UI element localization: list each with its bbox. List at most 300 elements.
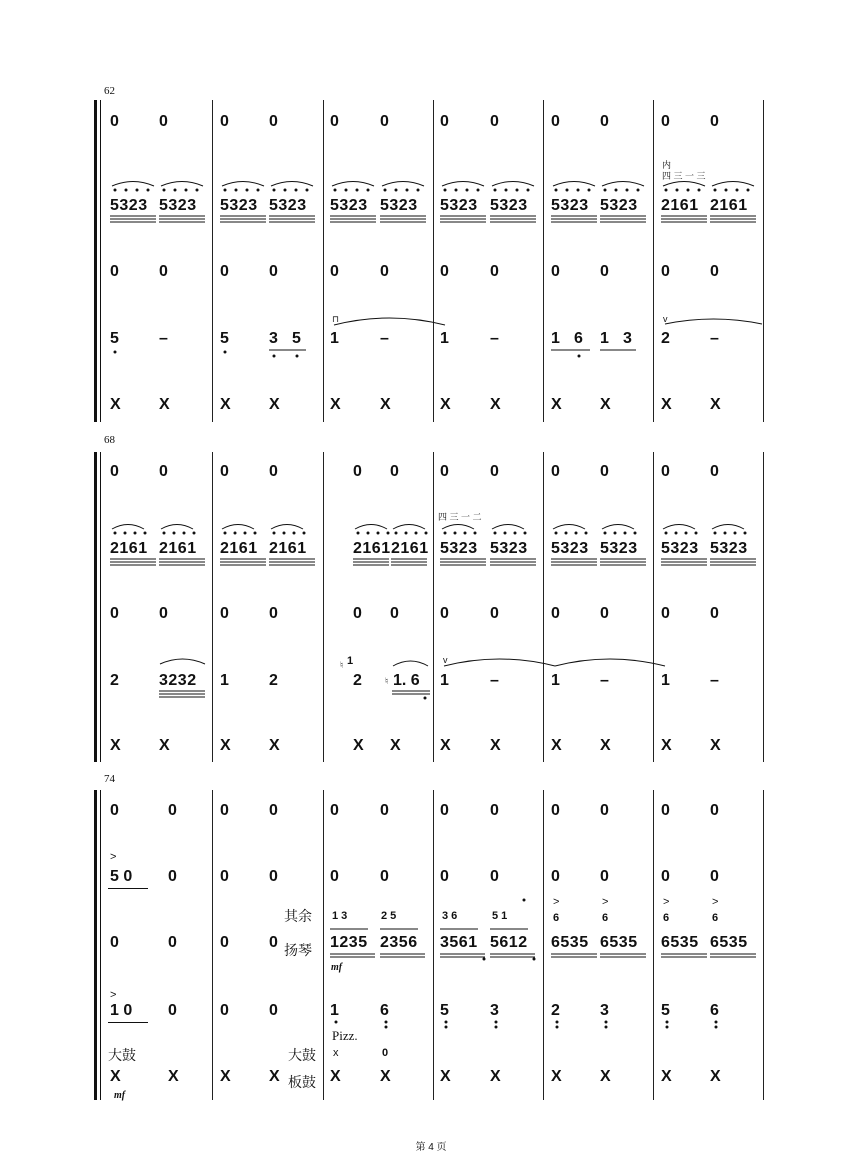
note: –: [490, 672, 499, 689]
note: 0: [490, 868, 499, 885]
note: 0: [440, 802, 449, 819]
note: 0: [661, 868, 670, 885]
sixteenth-figure: 5323: [551, 197, 589, 214]
chord-note: 2 5: [381, 910, 397, 922]
note: 0: [269, 868, 278, 885]
octave-dot: [173, 532, 176, 535]
chord-note: 6: [602, 912, 609, 924]
percussion-hit: X: [159, 737, 170, 754]
note: 0: [330, 802, 339, 819]
note: 0: [661, 802, 670, 819]
octave-dot: [665, 532, 668, 535]
natural-sign-icon: ♮: [340, 660, 344, 670]
note: 5: [661, 1002, 670, 1019]
note: 0: [710, 113, 719, 130]
chord-note: 5 1: [492, 910, 508, 922]
note: 5: [440, 1002, 449, 1019]
octave-dot: [695, 532, 698, 535]
note: 0: [269, 605, 278, 622]
note: 1: [220, 672, 229, 689]
barline: [433, 790, 434, 1100]
note: 0: [710, 868, 719, 885]
note: 0: [490, 605, 499, 622]
octave-dot: [555, 189, 558, 192]
note: 0: [380, 802, 389, 819]
percussion-hit: X: [600, 1068, 611, 1085]
note: 1: [440, 672, 449, 689]
octave-dot: [144, 532, 147, 535]
barline: [653, 100, 654, 422]
percussion-hit: X: [551, 396, 562, 413]
octave-dot: [114, 532, 117, 535]
percussion-hit: X: [551, 1068, 562, 1085]
note: 3: [600, 1002, 609, 1019]
percussion-hit: X: [440, 396, 451, 413]
octave-dot: [734, 532, 737, 535]
octave-dot: [445, 1026, 448, 1029]
percussion-hit: X: [110, 396, 121, 413]
octave-dot: [444, 532, 447, 535]
low-octave-dot: [533, 958, 536, 961]
octave-dot: [405, 532, 408, 535]
low-octave-dot: [114, 351, 117, 354]
low-octave-dot: [483, 958, 486, 961]
sixteenth-figure: 5323: [490, 197, 528, 214]
sixteenth-figure: 2356: [380, 934, 418, 951]
octave-dot: [474, 532, 477, 535]
slur: [271, 525, 303, 530]
note: 0: [551, 463, 560, 480]
sixteenth-figure: 5323: [110, 197, 148, 214]
octave-dot: [444, 189, 447, 192]
sixteenth-figure: 3232: [159, 672, 197, 689]
instrument-label: 扬琴: [284, 943, 312, 959]
slur: [492, 182, 534, 187]
note: –: [600, 672, 609, 689]
octave-dot: [714, 189, 717, 192]
note: –: [490, 330, 499, 347]
note: 0: [490, 113, 499, 130]
note: 2: [269, 672, 278, 689]
system-bracket-thin: [100, 452, 101, 762]
note: 0: [710, 263, 719, 280]
low-octave-dot: [273, 355, 276, 358]
barline: [763, 790, 764, 1100]
sixteenth-figure: 5612: [490, 934, 528, 951]
note: 1: [551, 672, 560, 689]
slur: [663, 182, 705, 187]
octave-dot: [284, 189, 287, 192]
percussion-hit: X: [661, 396, 672, 413]
note: 0: [110, 934, 119, 951]
octave-dot: [747, 189, 750, 192]
chord-note: 6: [553, 912, 560, 924]
octave-dot: [367, 532, 370, 535]
percussion-hit: X: [710, 1068, 721, 1085]
octave-dot: [163, 532, 166, 535]
octave-dot: [605, 1026, 608, 1029]
octave-dot: [604, 532, 607, 535]
octave-dot: [527, 189, 530, 192]
octave-dot: [585, 532, 588, 535]
note: 0: [220, 1002, 229, 1019]
fingering-annotation: 四 三 一 三: [662, 171, 706, 181]
slur: [712, 525, 744, 530]
note: 0: [600, 463, 609, 480]
octave-dot: [614, 532, 617, 535]
slur: [553, 182, 595, 187]
note: 3: [269, 330, 278, 347]
percussion-hit: X: [661, 737, 672, 754]
octave-dot: [417, 189, 420, 192]
slur: [161, 182, 203, 187]
sixteenth-figure: 5323: [220, 197, 258, 214]
octave-dot: [495, 1026, 498, 1029]
octave-dot: [685, 532, 688, 535]
percussion-hit: X: [269, 737, 280, 754]
slur: [112, 525, 144, 530]
barline: [543, 790, 544, 1100]
note: 0: [330, 113, 339, 130]
bowing-up-icon: v: [443, 655, 448, 665]
octave-dot: [356, 189, 359, 192]
note: 0: [220, 934, 229, 951]
sixteenth-figure: 2161: [391, 540, 429, 557]
chord-note: 6: [663, 912, 670, 924]
octave-dot: [224, 189, 227, 192]
high-octave-dot: [523, 899, 526, 902]
octave-dot: [273, 189, 276, 192]
grace-note: 1: [347, 655, 354, 667]
note: –: [710, 330, 719, 347]
note: 1: [600, 330, 609, 347]
note: 0: [168, 1002, 177, 1019]
percussion-hit: X: [168, 1068, 179, 1085]
octave-dot: [224, 532, 227, 535]
octave-dot: [624, 532, 627, 535]
note: 5 0: [110, 868, 133, 885]
note: 0: [551, 802, 560, 819]
sixteenth-figure: 6535: [661, 934, 699, 951]
barline: [323, 790, 324, 1100]
sixteenth-figure: 5323: [661, 540, 699, 557]
octave-dot: [524, 532, 527, 535]
percussion-hit: X: [330, 1068, 341, 1085]
note: 0: [330, 263, 339, 280]
slur: [442, 525, 474, 530]
octave-dot: [147, 189, 150, 192]
octave-dot: [385, 1026, 388, 1029]
note: 2: [661, 330, 670, 347]
note: 0: [269, 934, 278, 951]
dynamic-marking: mf: [114, 1090, 126, 1101]
octave-dot: [615, 189, 618, 192]
tie: [444, 659, 555, 666]
barline: [653, 790, 654, 1100]
note: 0: [710, 802, 719, 819]
sixteenth-figure: 5323: [380, 197, 418, 214]
octave-dot: [254, 532, 257, 535]
system-bracket-thin: [100, 790, 101, 1100]
octave-dot: [273, 532, 276, 535]
percussion-hit: X: [490, 1068, 501, 1085]
octave-dot: [303, 532, 306, 535]
note: 0: [600, 113, 609, 130]
barline: [763, 452, 764, 762]
slur: [393, 661, 428, 666]
note: 0: [661, 263, 670, 280]
tie: [665, 319, 762, 324]
low-octave-dot: [578, 355, 581, 358]
octave-dot: [514, 532, 517, 535]
note: 0: [220, 263, 229, 280]
note: 0: [159, 605, 168, 622]
octave-dot: [134, 532, 137, 535]
page-footer: 第 4 页: [415, 1142, 447, 1153]
note: 0: [380, 113, 389, 130]
measure-number: 68: [104, 434, 115, 446]
note: 0: [380, 868, 389, 885]
octave-dot: [244, 532, 247, 535]
slur: [222, 525, 254, 530]
octave-dot: [257, 189, 260, 192]
chord-note: 1 3: [332, 910, 348, 922]
percussion-hit: X: [110, 737, 121, 754]
octave-dot: [687, 189, 690, 192]
percussion-hit: X: [490, 737, 501, 754]
sixteenth-figure: 5323: [551, 540, 589, 557]
octave-dot: [626, 189, 629, 192]
octave-dot: [174, 189, 177, 192]
accent-icon: >: [712, 896, 719, 908]
chord-note: 6: [712, 912, 719, 924]
note: 6: [710, 1002, 719, 1019]
accent-icon: >: [110, 989, 117, 1001]
octave-dot: [395, 189, 398, 192]
note: 0: [168, 868, 177, 885]
note: 5: [292, 330, 301, 347]
sixteenth-figure: 5323: [440, 540, 478, 557]
octave-dot: [556, 1026, 559, 1029]
low-octave-dot: [424, 697, 427, 700]
percussion-hit: X: [220, 396, 231, 413]
slur: [332, 182, 374, 187]
slur: [160, 659, 205, 664]
slur: [602, 182, 644, 187]
dynamic-marking: mf: [331, 962, 343, 973]
barline: [212, 100, 213, 422]
octave-dot: [665, 189, 668, 192]
percussion-hit: x: [333, 1047, 339, 1059]
note: –: [380, 330, 389, 347]
octave-dot: [575, 532, 578, 535]
percussion-hit: X: [269, 396, 280, 413]
accent-icon: >: [110, 851, 117, 863]
sixteenth-figure: 2161: [353, 540, 391, 557]
octave-dot: [377, 532, 380, 535]
octave-dot: [637, 189, 640, 192]
slur: [492, 525, 524, 530]
note: 0: [159, 113, 168, 130]
percussion-hit: X: [490, 396, 501, 413]
slur: [712, 182, 754, 187]
octave-dot: [555, 532, 558, 535]
tie: [334, 318, 445, 325]
octave-dot: [466, 189, 469, 192]
note: 1 0: [110, 1002, 133, 1019]
octave-dot: [676, 189, 679, 192]
barline: [433, 100, 434, 422]
note: 0: [168, 934, 177, 951]
octave-dot: [725, 189, 728, 192]
instrument-label: 大鼓: [108, 1048, 136, 1064]
octave-dot: [406, 189, 409, 192]
octave-dot: [454, 532, 457, 535]
note: 0: [661, 113, 670, 130]
octave-dot: [295, 189, 298, 192]
octave-dot: [425, 532, 428, 535]
note: 0: [159, 463, 168, 480]
note: 6: [574, 330, 583, 347]
percussion-hit: X: [110, 1068, 121, 1085]
accent-icon: >: [663, 896, 670, 908]
sixteenth-figure: 5323: [600, 540, 638, 557]
octave-dot: [698, 189, 701, 192]
note: 0: [220, 605, 229, 622]
sixteenth-figure: 1235: [330, 934, 368, 951]
sixteenth-figure: 5323: [269, 197, 307, 214]
note: 0: [110, 263, 119, 280]
slur: [161, 525, 193, 530]
octave-dot: [357, 532, 360, 535]
note: –: [710, 672, 719, 689]
note: 0: [110, 605, 119, 622]
octave-dot: [588, 189, 591, 192]
note: 0: [168, 802, 177, 819]
sixteenth-figure: 6535: [710, 934, 748, 951]
octave-dot: [415, 532, 418, 535]
underline: [108, 1022, 148, 1023]
percussion-hit: X: [380, 396, 391, 413]
percussion-hit: X: [220, 1068, 231, 1085]
system-bracket: [94, 100, 97, 422]
percussion-hit: X: [440, 1068, 451, 1085]
barline: [212, 790, 213, 1100]
note: 0: [390, 605, 399, 622]
slur: [355, 525, 387, 530]
accent-icon: >: [602, 896, 609, 908]
note: 0: [661, 605, 670, 622]
note: 2: [110, 672, 119, 689]
sixteenth-figure: 5323: [490, 540, 528, 557]
system-bracket: [94, 790, 97, 1100]
octave-dot: [577, 189, 580, 192]
natural-sign-icon: ♮: [385, 676, 389, 686]
percussion-hit: X: [269, 1068, 280, 1085]
note: 0: [600, 868, 609, 885]
percussion-hit: X: [159, 396, 170, 413]
sixteenth-figure: 5323: [600, 197, 638, 214]
note: 0: [220, 463, 229, 480]
octave-dot: [283, 532, 286, 535]
octave-dot: [464, 532, 467, 535]
sixteenth-figure: 2161: [159, 540, 197, 557]
octave-dot: [604, 189, 607, 192]
note: 0: [269, 1002, 278, 1019]
octave-dot: [367, 189, 370, 192]
percussion-hit: X: [220, 737, 231, 754]
note: 0: [110, 113, 119, 130]
note: 0: [220, 802, 229, 819]
percussion-hit: X: [330, 396, 341, 413]
octave-dot: [387, 532, 390, 535]
note: 5: [220, 330, 229, 347]
octave-dot: [566, 189, 569, 192]
percussion-hit: X: [380, 1068, 391, 1085]
octave-dot: [384, 189, 387, 192]
fingering-annotation: 四 三 一 二: [438, 512, 482, 522]
slur: [393, 525, 425, 530]
octave-dot: [246, 189, 249, 192]
barline: [433, 452, 434, 762]
percussion-hit: X: [600, 396, 611, 413]
low-octave-dot: [224, 351, 227, 354]
octave-dot: [235, 189, 238, 192]
slur: [112, 182, 154, 187]
octave-dot: [736, 189, 739, 192]
octave-dot: [505, 189, 508, 192]
note: 0: [269, 463, 278, 480]
instrument-label: 大鼓: [288, 1048, 316, 1064]
octave-dot: [477, 189, 480, 192]
sixteenth-figure: 5323: [440, 197, 478, 214]
note: 0: [353, 605, 362, 622]
octave-dot: [163, 189, 166, 192]
note: 0: [269, 113, 278, 130]
sixteenth-figure: 2161: [269, 540, 307, 557]
octave-dot: [124, 532, 127, 535]
sixteenth-figure: 5323: [330, 197, 368, 214]
note: 0: [110, 463, 119, 480]
measure-number: 62: [104, 85, 115, 97]
note: 0: [269, 263, 278, 280]
percussion-hit: X: [710, 737, 721, 754]
accent-icon: >: [553, 896, 560, 908]
barline: [323, 452, 324, 762]
fingering-annotation: 内: [662, 160, 672, 170]
percussion-hit: X: [661, 1068, 672, 1085]
note: 1: [551, 330, 560, 347]
note: 0: [390, 463, 399, 480]
note: –: [159, 330, 168, 347]
instrument-label: 板鼓: [288, 1075, 316, 1091]
note: 0: [159, 263, 168, 280]
octave-dot: [494, 532, 497, 535]
sixteenth-figure: 3561: [440, 934, 478, 951]
octave-dot: [185, 189, 188, 192]
octave-dot: [494, 189, 497, 192]
note: 0: [380, 263, 389, 280]
note: 0: [710, 605, 719, 622]
barline: [653, 452, 654, 762]
octave-dot: [334, 189, 337, 192]
note: 6: [380, 1002, 389, 1019]
percussion-hit: X: [600, 737, 611, 754]
note: 0: [551, 605, 560, 622]
octave-dot: [565, 532, 568, 535]
percussion-rest: 0: [382, 1047, 389, 1059]
pizz-marking: Pizz.: [332, 1028, 358, 1043]
